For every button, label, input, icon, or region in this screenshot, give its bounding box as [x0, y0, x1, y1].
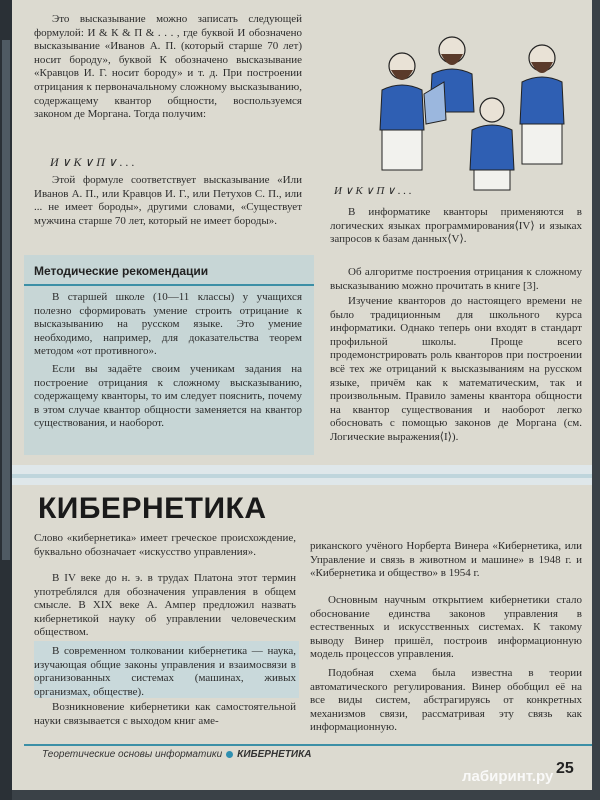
right-paragraph-1: Об алгоритме построения отрицания к сложному высказыванию можно прочитать в книге [3]. — [330, 266, 582, 292]
edge-stripe — [2, 40, 10, 560]
method-paragraph-1: В старшей школе (10—11 классы) у учащихся полезно сформировать умение строить отрицание к высказыванию на русском языке. Это умение необходимо, например, для доказательства теорем методом «от противного». — [34, 291, 302, 358]
left-edge — [0, 0, 12, 800]
method-title: Методические рекомендации — [34, 264, 209, 278]
page-number: 25 — [556, 760, 574, 777]
footer-section: Теоретические основы информатики — [42, 749, 223, 760]
footer-rule — [24, 744, 592, 746]
man-right-figure — [520, 45, 564, 164]
kyb-left-paragraph-1: Слово «кибернетика» имеет греческое происхождение, буквально обозначает «искусство управления». — [34, 532, 296, 558]
watermark: лабиринт.ру — [462, 768, 554, 785]
kyb-right-paragraph-2: Основным научным открытием кибернетики стало обоснование единства законов управления в естественных и искусственных системах. К такому выводу Винер пришёл, построив информационную модель процессов управления. — [310, 594, 582, 661]
bearded-men-illustration — [364, 20, 578, 192]
quantors-note: В информатике кванторы применяются в логических языках программирования⟨IV⟩ и языках запросов к базам данных⟨V⟩. — [330, 206, 582, 246]
man-left-figure — [380, 53, 424, 170]
method-rule — [24, 284, 314, 286]
kyb-right-paragraph-1: риканского учёного Норберта Винера «Кибернетика, или Управление и связь в животном и машине» в 1948 г. и «Кибернетика и общество» в 1954 г. — [310, 540, 582, 580]
kyb-right-paragraph-3: Подобная схема была известна в теории автоматического регулирования. Винер обобщил её на все виды систем, абстрагируясь от конкретных механизмов связи, рассматривая эту связь как информационную. — [310, 667, 582, 734]
man-middle-figure — [424, 37, 474, 124]
upper-left-paragraph-2: Этой формуле соответствует высказывание «Или Иванов А. П., или Кравцов И. Г., или Петухов С. П., или ... не имеет бороды», другими словами, «Существует мужчина старше 70 лет, который не имеет бороды». — [34, 174, 302, 227]
kyb-left-paragraph-3: В современном толковании кибернетика — наука, изучающая общие законы управления и взаимосвязи в организованных системах (машинах, живых организмах, обществе). — [34, 645, 296, 698]
footer-topic: КИБЕРНЕТИКА — [237, 749, 312, 760]
section-band-stripe — [12, 474, 592, 478]
section-title: КИБЕРНЕТИКА — [38, 492, 267, 525]
negation-formula: И ∨ К ∨ П ∨ . . . — [50, 155, 135, 169]
illustration-caption: И ∨ К ∨ П ∨ . . . — [334, 185, 412, 197]
footer-dot-icon — [226, 751, 233, 758]
kyb-left-paragraph-2: В IV веке до н. э. в трудах Платона этот термин употреблялся для обозначения управления в общем смысле. В XIX веке А. Ампер предложил назвать кибернетикой науку об управлении человеческим обществом. — [34, 572, 296, 639]
upper-left-paragraph-1: Это высказывание можно записать следующей формулой: И & К & П & . . . , где буквой И обозначено высказывание «Иванов А. П. (который старше 70 лет) носит бороду», буквой К обозначено высказывание «Кравцов И. Г. носит бороду» и т. д. При построении отрицания к первоначальному сложному высказыванию, содержащему квантор общности, воспользуемся законом де Моргана. Тогда получим: — [34, 13, 302, 121]
right-paragraph-2: Изучение кванторов до настоящего времени не было традиционным для школьного курса информатики. Однако теперь они входят в стандарт профильной школы. Проще всего продемонстрировать роль кванторов при построении всё тех же отрицаний к высказываниям на русском языке, причём как к математическим, так и произвольным. Правило замены квантора общности на квантор существования и наоборот легко обосновать с помощью законов де Моргана (см. Логические выражения⟨I⟩). — [330, 295, 582, 443]
man-bald-figure — [470, 98, 514, 190]
kyb-left-paragraph-4: Возникновение кибернетики как самостоятельной науки связывается с выходом книг аме- — [34, 701, 296, 727]
book-page — [12, 0, 592, 790]
method-paragraph-2: Если вы задаёте своим ученикам задания на построение отрицания к сложному высказыванию, содержащему кванторы, то им следует пояснить, почему в этом случае квантор общности заменяется на квантор существования, и наоборот. — [34, 363, 302, 430]
running-footer — [42, 749, 312, 760]
